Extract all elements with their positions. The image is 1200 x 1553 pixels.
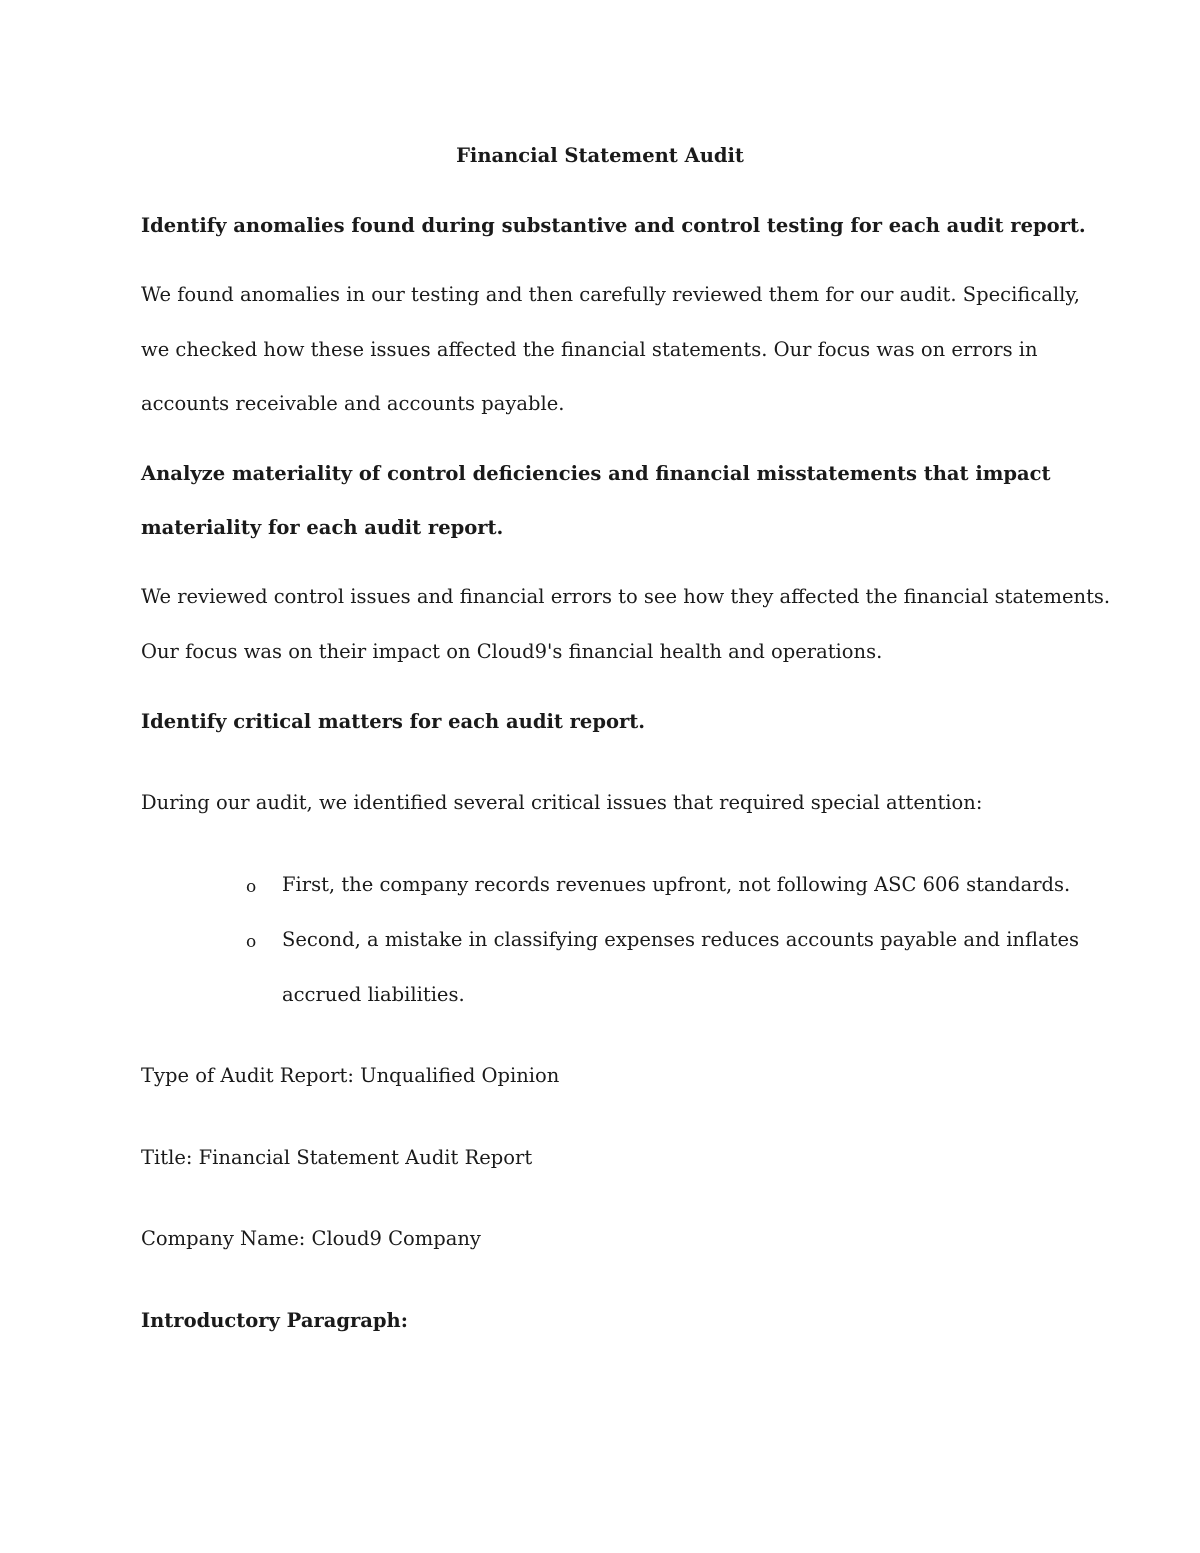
section-2-heading-line-2: materiality for each audit report. <box>141 516 504 539</box>
section-3-body-line-1: During our audit, we identified several critical issues that required special attention: <box>141 791 983 814</box>
company-name: Company Name: Cloud9 Company <box>141 1227 481 1250</box>
section-2-body-line-2: Our focus was on their impact on Cloud9's financial health and operations. <box>141 640 883 663</box>
bullet-2-line-1: Second, a mistake in classifying expenses reduces accounts payable and inflates <box>282 928 1080 951</box>
document-title: Financial Statement Audit <box>456 144 744 167</box>
section-3-heading-line-1: Identify critical matters for each audit report. <box>141 710 646 733</box>
bullet-1-marker: o <box>246 877 257 897</box>
section-1-body-line-1: We found anomalies in our testing and then carefully reviewed them for our audit. Specifically, <box>141 283 1080 306</box>
report-type: Type of Audit Report: Unqualified Opinion <box>141 1064 560 1087</box>
intro-heading: Introductory Paragraph: <box>141 1309 408 1332</box>
section-1-body-line-3: accounts receivable and accounts payable. <box>141 392 565 415</box>
bullet-2-marker: o <box>246 932 257 952</box>
section-2-heading-line-1: Analyze materiality of control deficiencies and financial misstatements that impact <box>141 462 1051 485</box>
bullet-1-line-1: First, the company records revenues upfront, not following ASC 606 standards. <box>282 873 1071 896</box>
report-title: Title: Financial Statement Audit Report <box>141 1146 533 1169</box>
section-2-body-line-1: We reviewed control issues and financial errors to see how they affected the financial statements. <box>141 585 1111 608</box>
section-1-heading-line-1: Identify anomalies found during substantive and control testing for each audit report. <box>141 214 1086 237</box>
bullet-2-line-2: accrued liabilities. <box>282 983 465 1006</box>
section-1-body-line-2: we checked how these issues affected the financial statements. Our focus was on errors in <box>141 338 1038 361</box>
